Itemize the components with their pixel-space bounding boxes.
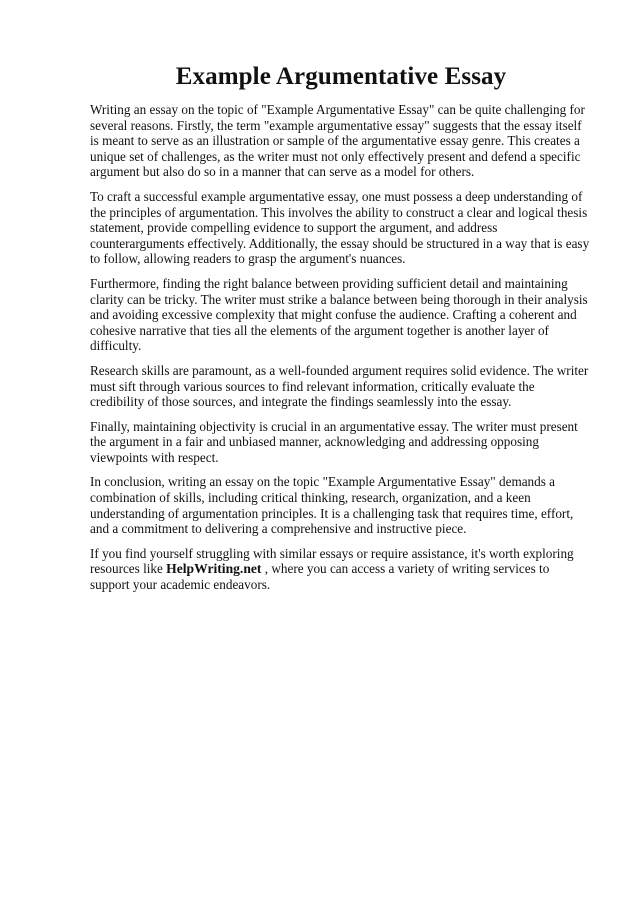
paragraph-conclusion: In conclusion, writing an essay on the topic "Example Argumentative Essay" demands a combination of skills, including critical thinking, research, organization, and a keen understanding of argumentation principles. It is a challenging task that requires time, effort, and a commitment to delivering a comprehensive and instructive piece. <box>90 474 574 537</box>
paragraph-resources <box>90 546 592 593</box>
paragraph-balance: Furthermore, finding the right balance between providing sufficient detail and maintaining clarity can be tricky. The writer must strike a balance between being thorough in their analysis and avoiding excessive complexity that might confuse the audience. Crafting a coherent and cohesive narrative that ties all the elements of the argument together is another layer of difficulty. <box>90 275 588 354</box>
resources-text-before: If you find yourself struggling with similar essays or require assistance, it's worth exploring resources like <box>90 545 574 577</box>
helpwriting-link[interactable]: HelpWriting.net <box>166 561 262 577</box>
resources-text-after: , where you can access a variety of writing services to support your academic endeavors. <box>90 561 550 593</box>
paragraph-principles: To craft a successful example argumentative essay, one must possess a deep understanding of the principles of argumentation. This involves the ability to construct a clear and logical thesis statement, provide compelling evidence to support the argument, and address counterarguments effectively. Additionally, the essay should be structured in a way that is easy to follow, allowing readers to grasp the argument's nuances. <box>90 188 590 267</box>
document-page <box>90 62 592 602</box>
document-title: Example Argumentative Essay <box>175 63 507 90</box>
paragraph-objectivity: Finally, maintaining objectivity is crucial in an argumentative essay. The writer must present the argument in a fair and unbiased manner, acknowledging and addressing opposing viewpoints with respect. <box>90 418 578 465</box>
paragraph-intro: Writing an essay on the topic of "Example Argumentative Essay" can be quite challenging for several reasons. Firstly, the term "example argumentative essay" suggests that the essay itself is meant to serve as an illustration or sample of the argumentative essay genre. This creates a unique set of challenges, as the writer must not only effectively present and defend a specific argument but also do so in a manner that can serve as a model for others. <box>90 102 585 180</box>
paragraph-research: Research skills are paramount, as a well-founded argument requires solid evidence. The writer must sift through various sources to find relevant information, critically evaluate the credibility of those sources, and integrate the findings seamlessly into the essay. <box>90 362 589 410</box>
